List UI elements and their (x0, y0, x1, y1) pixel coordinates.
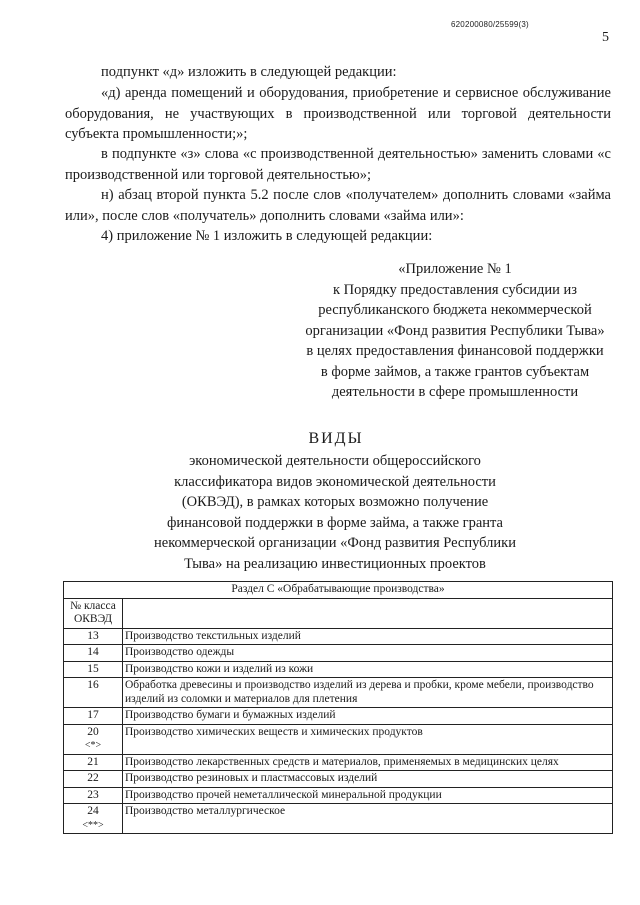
subtitle-line: (ОКВЭД), в рамках которых возможно получение (181, 494, 489, 510)
okved-activity: Производство резиновых и пластмассовых изделий (123, 771, 613, 788)
okved-code-cell (64, 804, 123, 834)
column-header-line: № класса (70, 599, 116, 612)
okved-activity: Производство текстильных изделий (123, 628, 613, 645)
okved-code: 23 (64, 787, 123, 804)
okved-code: 14 (64, 645, 123, 662)
table-row (64, 787, 613, 804)
okved-activity: Производство химических веществ и химических продуктов (123, 724, 613, 754)
okved-code: 15 (64, 661, 123, 678)
okved-code: 21 (64, 754, 123, 771)
okved-table (63, 581, 613, 834)
okved-code: 16 (64, 678, 123, 708)
appendix-line: деятельности в сфере промышленности (331, 384, 579, 400)
okved-code: 24 (87, 805, 99, 817)
footnote-marker: <*> (84, 740, 102, 751)
table-row (64, 678, 613, 708)
column-header-code (64, 598, 123, 628)
paragraph-1: подпункт «д» изложить в следующей редакции: (101, 64, 397, 80)
okved-activity: Производство кожи и изделий из кожи (123, 661, 613, 678)
section-header: Раздел С «Обрабатывающие производства» (64, 582, 613, 599)
paragraph-5: 4) приложение № 1 изложить в следующей редакции: (101, 228, 433, 244)
table-row (64, 724, 613, 754)
table-row (64, 804, 613, 834)
table-header-row (64, 598, 613, 628)
okved-activity: Обработка древесины и производство изделий из дерева и пробки, кроме мебели, производство изделий из соломки и материалов для плетения (123, 678, 613, 708)
table-row (64, 628, 613, 645)
paragraph-2: «д) аренда помещений и оборудования, приобретение и сервисное обслуживание оборудования, не участвующих в производственной или торговой деятельности субъекта промышленности;»; (65, 85, 611, 142)
appendix-line: республиканского бюджета некоммерческой (318, 302, 592, 318)
footnote-marker: <**> (82, 819, 104, 831)
paragraph-3: в подпункте «з» слова «с производственной деятельностью» заменить словами «с производственной или торговой деятельностью»; (65, 146, 611, 183)
table-row (64, 771, 613, 788)
table-row (64, 754, 613, 771)
okved-code-cell (64, 724, 123, 754)
appendix-line: в целях предоставления финансовой поддержки (306, 343, 604, 359)
subtitle-line: некоммерческой организации «Фонд развития Республики (154, 535, 516, 551)
okved-code: 17 (64, 708, 123, 725)
table-row (64, 661, 613, 678)
subtitle-line: классификатора видов экономической деятельности (174, 473, 496, 490)
document-subtitle (140, 451, 530, 574)
okved-code: 20 (87, 725, 99, 738)
okved-activity: Производство лекарственных средств и материалов, применяемых в медицинских целях (123, 754, 613, 771)
appendix-line: организации «Фонд развития Республики Тыва» (305, 322, 605, 339)
okved-activity: Производство одежды (123, 645, 613, 662)
appendix-line: «Приложение № 1 (398, 261, 512, 277)
okved-activity: Производство металлургическое (123, 804, 613, 834)
okved-activity: Производство бумаги и бумажных изделий (123, 708, 613, 725)
document-title: ВИДЫ (308, 430, 364, 447)
appendix-line: в форме займов, а также грантов субъектам (320, 363, 590, 380)
table-row (64, 708, 613, 725)
table-section-row (64, 582, 613, 599)
column-header-name (123, 598, 613, 628)
okved-code: 22 (64, 771, 123, 788)
column-header-line: ОКВЭД (73, 613, 113, 625)
appendix-heading (290, 259, 620, 403)
paragraph-4: н) абзац второй пункта 5.2 после слов «получателем» дополнить словами «займа или», после слов «получатель» дополнить словами «займа или»: (65, 187, 611, 224)
subtitle-line: Тыва» на реализацию инвестиционных проектов (184, 555, 486, 572)
okved-code: 13 (64, 628, 123, 645)
subtitle-line: экономической деятельности общероссийского (189, 453, 481, 469)
table-row (64, 645, 613, 662)
document-number: 620200080/25599(3) (451, 20, 529, 29)
page-number: 5 (602, 30, 609, 45)
okved-activity: Производство прочей неметаллической минеральной продукции (123, 787, 613, 804)
subtitle-line: финансовой поддержки в форме займа, а также гранта (166, 514, 503, 531)
appendix-line: к Порядку предоставления субсидии из (332, 281, 578, 298)
